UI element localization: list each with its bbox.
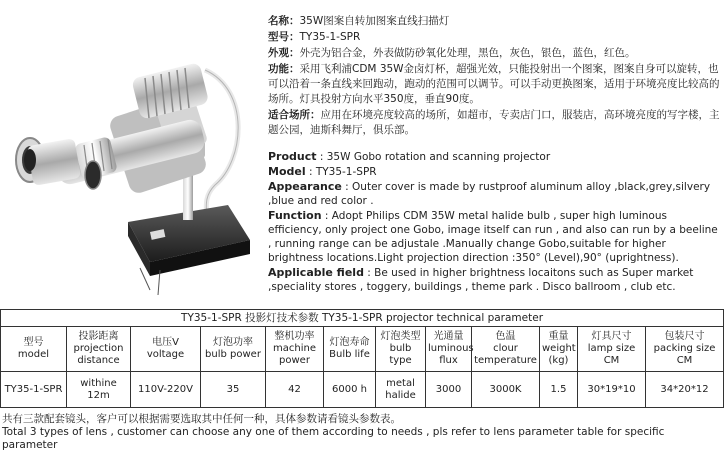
en-model-label: Model [268,165,306,178]
spec-table-wrap [0,309,725,408]
lens-note-cn: 共有三款配套镜头，客户可以根据需要选取其中任何一种，具体参数请看镜头参数表。 [2,413,401,425]
cell-colour-temperature: 3000K [472,372,540,408]
header-bulb-power: 灯泡功率 bulb power [201,327,266,372]
header-machine-power: 整机功率 machine power [266,327,324,372]
cn-model-label: 型号： [268,31,300,43]
english-description [268,150,720,295]
en-appearance-value: : Outer cover is made by rustproof aluminum alloy ,black,grey,silvery ,blue and red color . [268,181,711,207]
en-appearance-label: Appearance [268,180,342,193]
header-bulb-type: 灯泡类型 bulb type [376,327,426,372]
cell-voltage: 110V-220V [131,372,201,408]
cn-model-value: TY35-1-SPR [299,31,361,43]
cell-model: TY35-1-SPR [1,372,67,408]
en-product-label: Product [268,150,317,163]
product-photo [0,0,262,300]
cn-model-line [268,30,720,45]
header-colour-temperature: 色温 clour temperature [472,327,540,372]
cn-field-value: 应用在环境亮度较高的场所，如超市，专卖店门口，服装店，高环境亮度的写字楼，主题公园，迪斯科舞厅，俱乐部。 [268,109,720,136]
cell-projection-distance: withine 12m [67,372,131,408]
cn-appearance-label: 外观： [268,47,300,59]
en-function-value: : Adopt Philips CDM 35W metal halide bulb , super high luminous efficiency, only project one Gobo, image itself can run , and also can run by a beeline , running range can be adjustale .Manually change Gobo,suitable for higher brightness locations.Light projection direction :350° (Level),90° (uprightness). [268,210,718,264]
header-lamp-size: 灯具尺寸 lamp size CM [578,327,646,372]
en-field-label: Applicable field [268,266,364,279]
header-luminous-flux: 光通量 luminous flux [426,327,472,372]
cell-packing-size: 34*20*12 [646,372,724,408]
header-model: 型号 model [1,327,67,372]
en-field-value: : Be used in higher brightness locaitons such as Super market ,speciality stores , toggery, buildings , theme park . Disco ballroom , club etc. [268,267,694,293]
cn-appearance-value: 外壳为铝合金，外表做防砂氧化处理，黑色，灰色，银色，蓝色，红色。 [299,47,636,59]
header-weight: 重量 weight (kg) [540,327,578,372]
cell-bulb-type: metal halide [376,372,426,408]
en-function-line [268,209,720,265]
table-row [1,372,724,408]
en-function-label: Function [268,209,322,222]
lens-notes [2,413,722,452]
cn-field-label: 适合场所： [268,109,321,121]
cell-bulb-power: 35 [201,372,266,408]
en-model-value: : TY35-1-SPR [308,166,377,178]
cn-function-label: 功能： [268,63,300,75]
header-bulb-life: 灯泡寿命 Bulb life [324,327,376,372]
cell-machine-power: 42 [266,372,324,408]
header-packing-size: 包装尺寸 packing size CM [646,327,724,372]
en-product-line [268,150,720,164]
lens-note-en: Total 3 types of lens , customer can choose any one of them according to needs , pls refer to lens parameter table for specific parameter [2,426,665,451]
header-voltage: 电压V voltage [131,327,201,372]
en-field-line [268,266,720,294]
cell-bulb-life: 6000 h [324,372,376,408]
cn-name-value: 35W图案自转加图案直线扫描灯 [299,15,450,27]
cell-lamp-size: 30*19*10 [578,372,646,408]
spec-table-header-row [1,327,724,372]
cn-name-label: 名称： [268,15,300,27]
cell-weight: 1.5 [540,372,578,408]
cn-function-value: 采用飞利浦CDM 35W金卤灯杯，超强光效，只能投射出一个图案，图案自身可以旋转，也可以沿着一条直线来回跑动，跑动的范围可以调节。可以手动更换图案，适用于环境亮度比较高的场所。灯具投射方向水平350度，垂直90度。 [268,63,720,105]
cn-field-line [268,108,720,138]
header-projection-distance: 投影距离 projection distance [67,327,131,372]
cn-name-line [268,14,720,29]
cell-luminous-flux: 3000 [426,372,472,408]
chinese-description [268,14,720,139]
en-product-value: : 35W Gobo rotation and scanning projector [319,151,551,163]
cn-appearance-line [268,46,720,61]
cn-function-line [268,62,720,107]
en-appearance-line [268,180,720,208]
spec-table-caption: TY35-1-SPR 投影灯技术参数 TY35-1-SPR projector technical parameter [1,310,724,327]
spec-table [0,309,724,408]
en-model-line [268,165,720,179]
